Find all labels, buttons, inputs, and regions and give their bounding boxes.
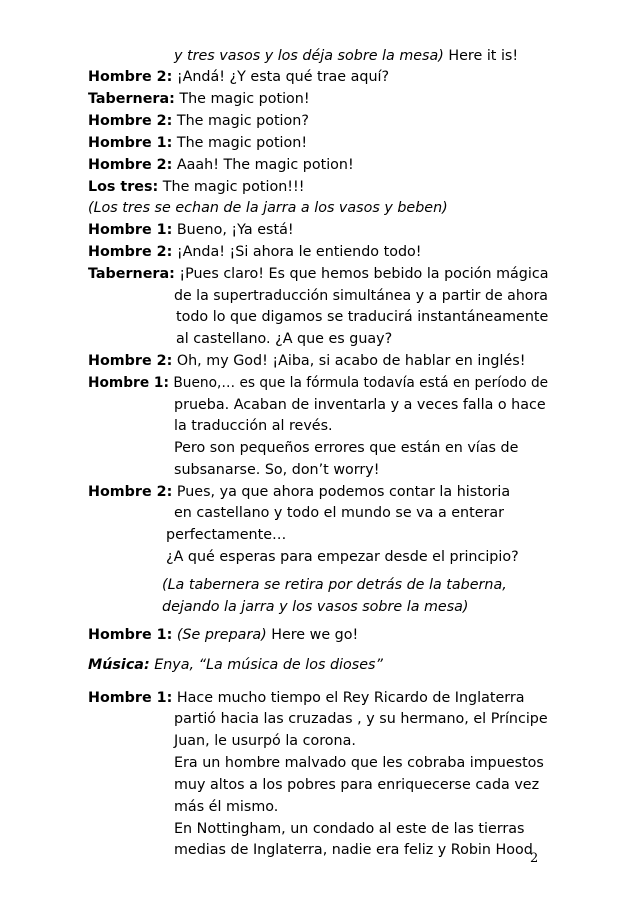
- script-line: [176, 329, 392, 349]
- dialogue-text: perfectamente…: [166, 527, 287, 543]
- dialogue-text: Here it is!: [443, 48, 519, 64]
- dialogue-text: Bueno, ¡Ya está!: [172, 222, 294, 238]
- dialogue-text: The magic potion?: [172, 113, 309, 129]
- speaker-label: Hombre 2:: [88, 157, 173, 173]
- script-line: [174, 753, 544, 773]
- script-line: [174, 460, 379, 480]
- script-line: [88, 625, 358, 645]
- dialogue-text: Pues, ya que ahora podemos contar la historia: [172, 484, 511, 500]
- script-line: [174, 797, 278, 817]
- speaker-label: Hombre 2:: [88, 244, 173, 260]
- script-line: [88, 482, 510, 502]
- script-line: [174, 775, 539, 795]
- script-line: [162, 575, 507, 595]
- dialogue-text: Oh, my God! ¡Aiba, si acabo de hablar en inglés!: [172, 353, 526, 369]
- stage-direction: (Se prepara): [176, 627, 267, 643]
- script-line: [174, 731, 356, 751]
- script-line: [88, 155, 354, 175]
- script-line: [174, 46, 518, 66]
- dialogue-text: medias de Inglaterra, nadie era feliz y Robin Hood: [174, 842, 533, 858]
- dialogue-text: Era un hombre malvado que les cobraba impuestos: [174, 755, 544, 771]
- script-line: [174, 416, 333, 436]
- speaker-label: Hombre 1:: [88, 627, 173, 643]
- speaker-label: Tabernera:: [88, 266, 175, 282]
- dialogue-text: ¡Pues claro! Es que hemos bebido la poción mágica: [174, 266, 549, 282]
- dialogue-text: The magic potion!!!: [158, 179, 305, 195]
- dialogue-text: partió hacia las cruzadas , y su hermano, el Príncipe: [174, 711, 548, 727]
- speaker-label: Hombre 2:: [88, 484, 173, 500]
- dialogue-text: Pero son pequeños errores que están en vías de: [174, 440, 519, 456]
- speaker-label: Hombre 2:: [88, 69, 173, 85]
- dialogue-text: Here we go!: [266, 627, 359, 643]
- script-line: [88, 373, 548, 393]
- script-line: [174, 709, 548, 729]
- dialogue-text: ¡Andá! ¿Y esta qué trae aquí?: [172, 69, 390, 85]
- dialogue-text: Juan, le usurpó la corona.: [174, 733, 356, 749]
- script-line: [88, 89, 310, 109]
- script-line: [162, 597, 469, 617]
- speaker-label: Hombre 2:: [88, 113, 173, 129]
- dialogue-text: subsanarse. So, don’t worry!: [174, 462, 380, 478]
- dialogue-text: Aaah! The magic potion!: [172, 157, 354, 173]
- script-line: [174, 840, 533, 860]
- speaker-label: Los tres:: [88, 179, 159, 195]
- dialogue-text: Hace mucho tiempo el Rey Ricardo de Inglaterra: [172, 690, 525, 706]
- script-line: [88, 242, 422, 262]
- dialogue-text: ¿A qué esperas para empezar desde el principio?: [166, 549, 519, 565]
- script-line: [174, 503, 504, 523]
- script-line: [88, 177, 304, 197]
- dialogue-text: En Nottingham, un condado al este de las tierras: [174, 821, 525, 837]
- dialogue-text: la traducción al revés.: [174, 418, 333, 434]
- stage-direction: (La tabernera se retira por detrás de la taberna,: [162, 577, 507, 593]
- stage-direction: y tres vasos y los déja sobre la mesa): [174, 48, 444, 64]
- dialogue-text: The magic potion!: [174, 91, 310, 107]
- speaker-label: Hombre 2:: [88, 353, 173, 369]
- script-line: [88, 351, 525, 371]
- dialogue-text: todo lo que digamos se traducirá instantáneamente: [176, 309, 549, 325]
- script-line: [88, 111, 309, 131]
- script-line: [174, 286, 548, 306]
- speaker-label: Hombre 1:: [88, 375, 169, 391]
- dialogue-text: más él mismo.: [174, 799, 279, 815]
- stage-direction: (Los tres se echan de la jarra a los vasos y beben): [88, 200, 448, 216]
- page-number: 2: [530, 851, 539, 866]
- dialogue-text: ¡Anda! ¡Si ahora le entiendo todo!: [172, 244, 422, 260]
- dialogue-text: prueba. Acaban de inventarla y a veces falla o hace: [174, 397, 546, 413]
- dialogue-text: The magic potion!: [172, 135, 308, 151]
- dialogue-text: en castellano y todo el mundo se va a enterar: [174, 505, 505, 521]
- stage-direction: Enya, “La música de los dioses”: [149, 657, 383, 673]
- script-line: [166, 525, 286, 545]
- script-line: [176, 307, 548, 327]
- script-line: [88, 133, 307, 153]
- speaker-label: Música:: [88, 657, 150, 673]
- script-line: [174, 819, 524, 839]
- script-line: [88, 67, 389, 87]
- script-line: [174, 395, 546, 415]
- speaker-label: Hombre 1:: [88, 222, 173, 238]
- stage-direction: dejando la jarra y los vasos sobre la mesa): [162, 599, 469, 615]
- dialogue-text: muy altos a los pobres para enriquecerse cada vez: [174, 777, 540, 793]
- script-line: [174, 438, 518, 458]
- dialogue-text: al castellano. ¿A que es guay?: [176, 331, 393, 347]
- dialogue-text: Bueno,… es que la fórmula todavía está en período de: [168, 375, 549, 391]
- script-line: [166, 547, 519, 567]
- script-line: [88, 655, 383, 675]
- script-line: [88, 220, 294, 240]
- speaker-label: Hombre 1:: [88, 690, 173, 706]
- script-line: [88, 198, 448, 218]
- script-line: [88, 688, 525, 708]
- dialogue-text: de la supertraducción simultánea y a partir de ahora: [174, 288, 548, 304]
- script-line: [88, 264, 548, 284]
- speaker-label: Tabernera:: [88, 91, 175, 107]
- speaker-label: Hombre 1:: [88, 135, 173, 151]
